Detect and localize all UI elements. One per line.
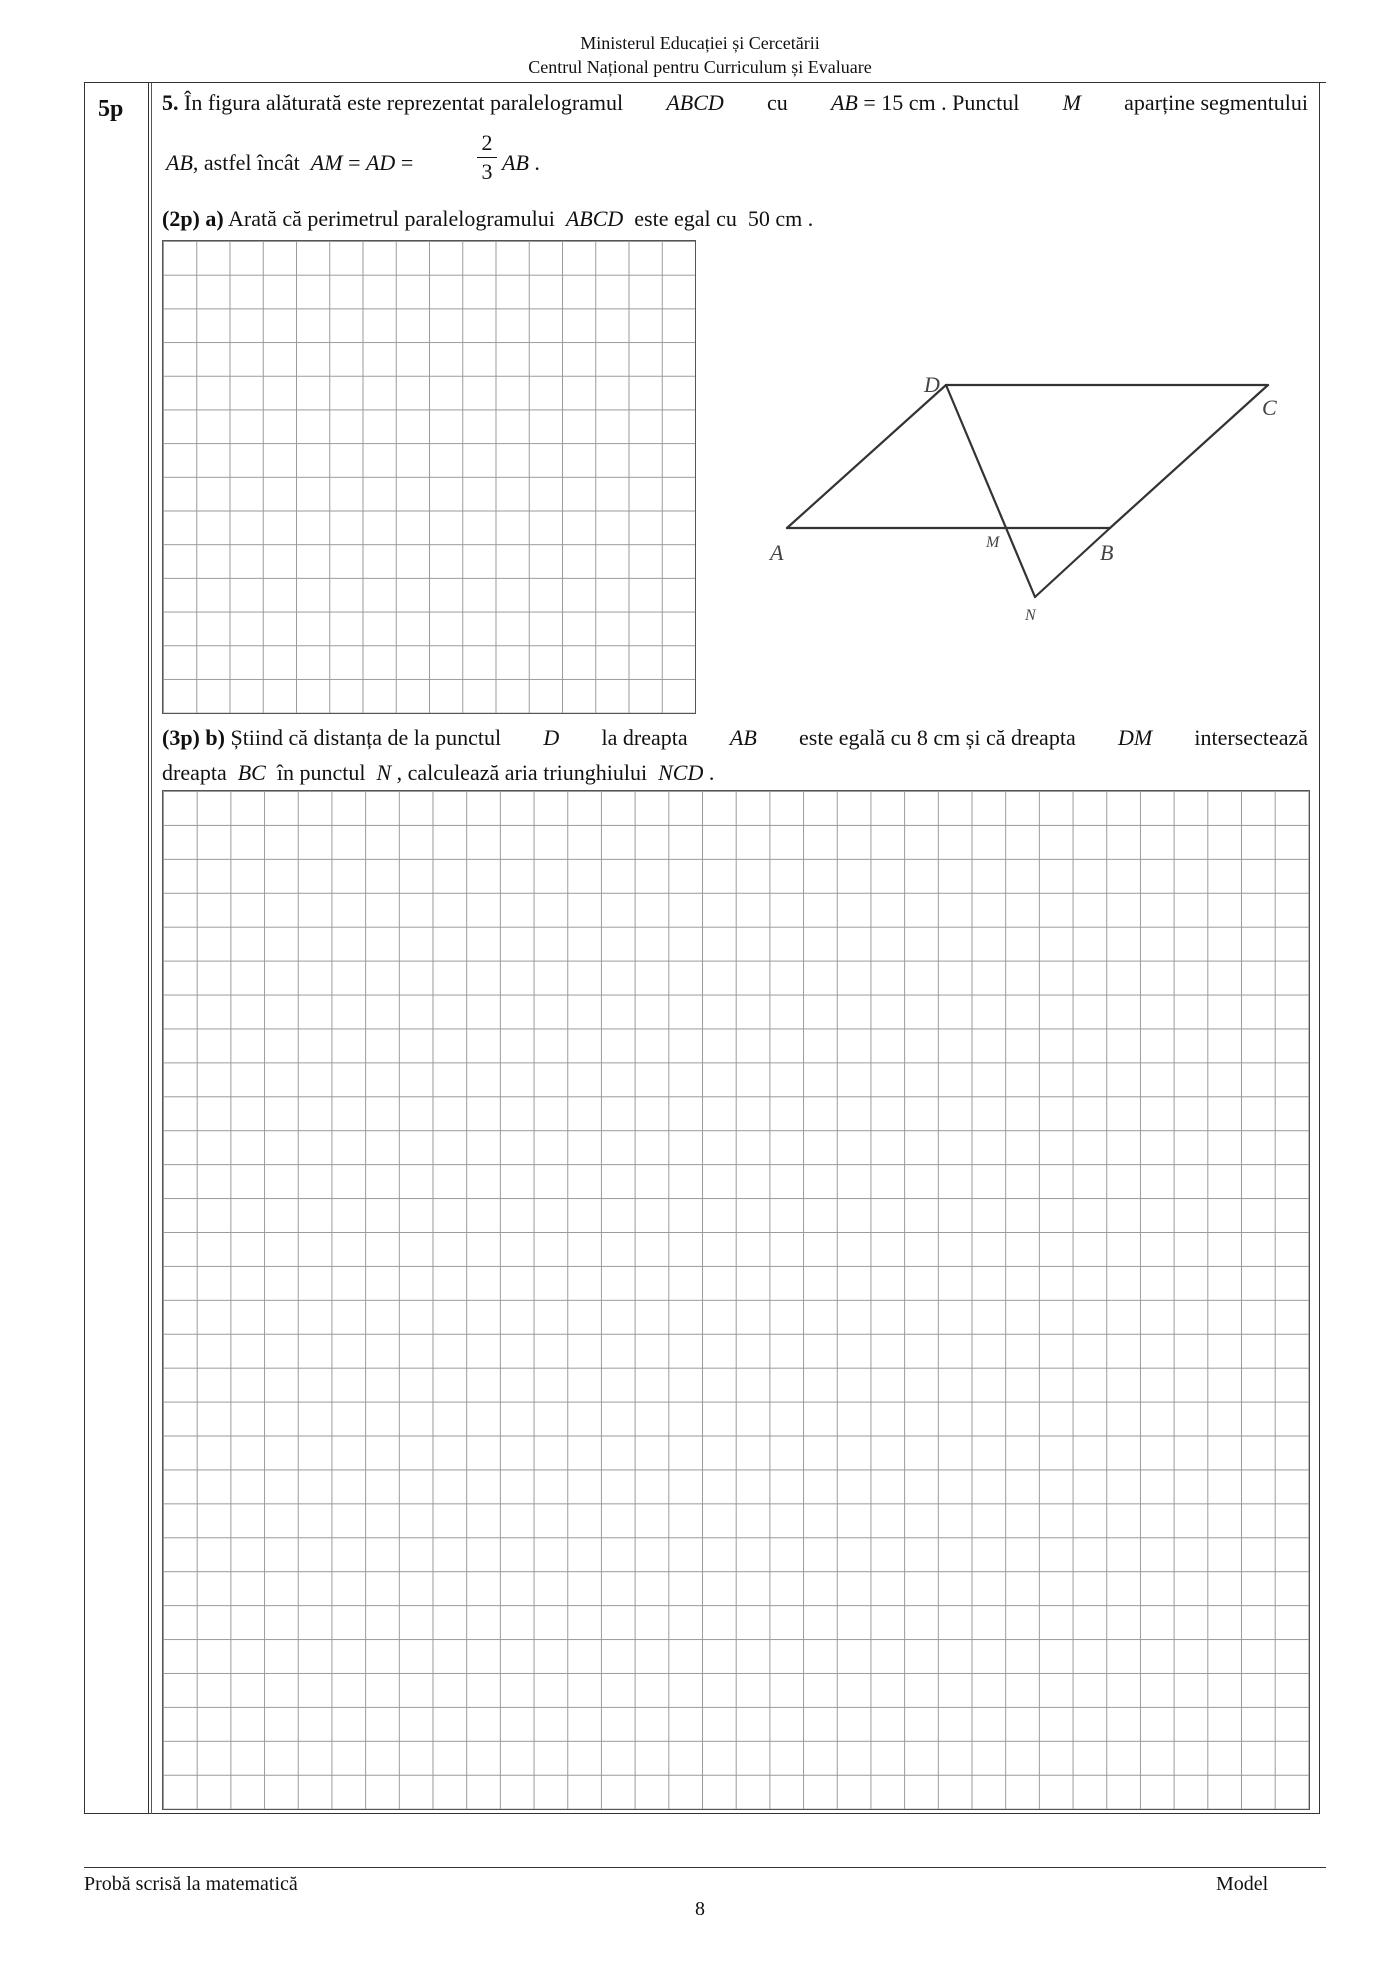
- part-b-score: (3p): [162, 725, 200, 750]
- label-m: M: [986, 534, 1000, 551]
- var-n: N: [376, 760, 392, 785]
- var-ncd: NCD: [658, 760, 704, 785]
- var-dm: DM: [1117, 725, 1153, 750]
- text: este egală cu 8 cm și că dreapta: [799, 725, 1076, 750]
- item-points: 5p: [98, 96, 124, 122]
- text: dreapta: [162, 760, 227, 785]
- part-b-statement-line2: [162, 760, 714, 786]
- text: cu: [767, 90, 788, 115]
- text: , calculează aria triunghiului: [396, 760, 648, 785]
- var-am: AM: [310, 150, 343, 175]
- segment-bn: [1035, 528, 1110, 597]
- var-bc: BC: [237, 760, 266, 785]
- part-b-statement-line1: [162, 725, 1308, 751]
- part-a-statement: [162, 206, 813, 232]
- label-d: D: [924, 372, 940, 397]
- var-d: D: [543, 725, 560, 750]
- text: la dreapta: [601, 725, 688, 750]
- problem-statement-line2-end: [502, 150, 540, 176]
- footer-exam-name: Probă scrisă la matematică: [84, 1873, 298, 1895]
- fraction-bar: [477, 157, 497, 158]
- points-column-divider: [148, 83, 149, 1814]
- header-center: Centrul Național pentru Curriculum și Evaluare: [528, 57, 872, 77]
- var-ab: AB: [729, 725, 757, 750]
- text: Știind că distanța de la punctul: [230, 725, 502, 750]
- parallelogram-figure: [760, 370, 1300, 640]
- var-abcd: ABCD: [565, 206, 624, 231]
- label-b: B: [1100, 540, 1114, 565]
- equals: =: [400, 150, 414, 175]
- footer-model: Model: [1216, 1873, 1269, 1895]
- part-b-letter: b): [205, 725, 225, 750]
- var-abcd: ABCD: [666, 90, 724, 115]
- problem-statement-line2: [166, 150, 413, 176]
- var-ad: AD: [365, 150, 396, 175]
- header-ministry: Ministerul Educației și Cercetării: [580, 33, 820, 53]
- answer-grid-a[interactable]: [162, 240, 696, 714]
- var-ab: AB: [502, 150, 529, 175]
- text: .: [708, 760, 715, 785]
- text: în punctul: [276, 760, 366, 785]
- label-a: A: [770, 540, 784, 565]
- points-column-divider-inner: [151, 83, 152, 1814]
- label-c: C: [1262, 395, 1277, 420]
- text: , astfel încât: [192, 150, 300, 175]
- footer-divider: [84, 1867, 1326, 1868]
- fraction-two-thirds: [477, 130, 497, 185]
- fraction-numerator: 2: [481, 130, 493, 155]
- text: aparține segmentului: [1124, 90, 1308, 115]
- text: = 15 cm . Punctul: [863, 90, 1020, 115]
- text: .: [534, 150, 540, 175]
- text: este egal cu: [634, 206, 737, 231]
- segment-cb: [1110, 385, 1268, 528]
- segment-ad: [787, 385, 946, 528]
- equals: =: [348, 150, 361, 175]
- label-n: N: [1025, 607, 1036, 624]
- text: 50 cm .: [747, 206, 814, 231]
- problem-statement-line1: [162, 90, 1308, 116]
- answer-grid-b[interactable]: [162, 790, 1310, 1810]
- part-a-letter: a): [205, 206, 224, 231]
- text: intersectează: [1194, 725, 1308, 750]
- text: În figura alăturată este reprezentat paralelogramul: [184, 90, 624, 115]
- page-number: 8: [695, 1898, 705, 1920]
- var-ab: AB: [166, 150, 193, 175]
- segment-dn: [946, 385, 1035, 597]
- text: Arată că perimetrul paralelogramului: [228, 206, 555, 231]
- part-a-score: (2p): [162, 206, 200, 231]
- problem-number: 5.: [162, 90, 179, 115]
- var-ab: AB: [830, 90, 858, 115]
- fraction-denominator: 3: [481, 159, 493, 184]
- var-m: M: [1062, 90, 1081, 115]
